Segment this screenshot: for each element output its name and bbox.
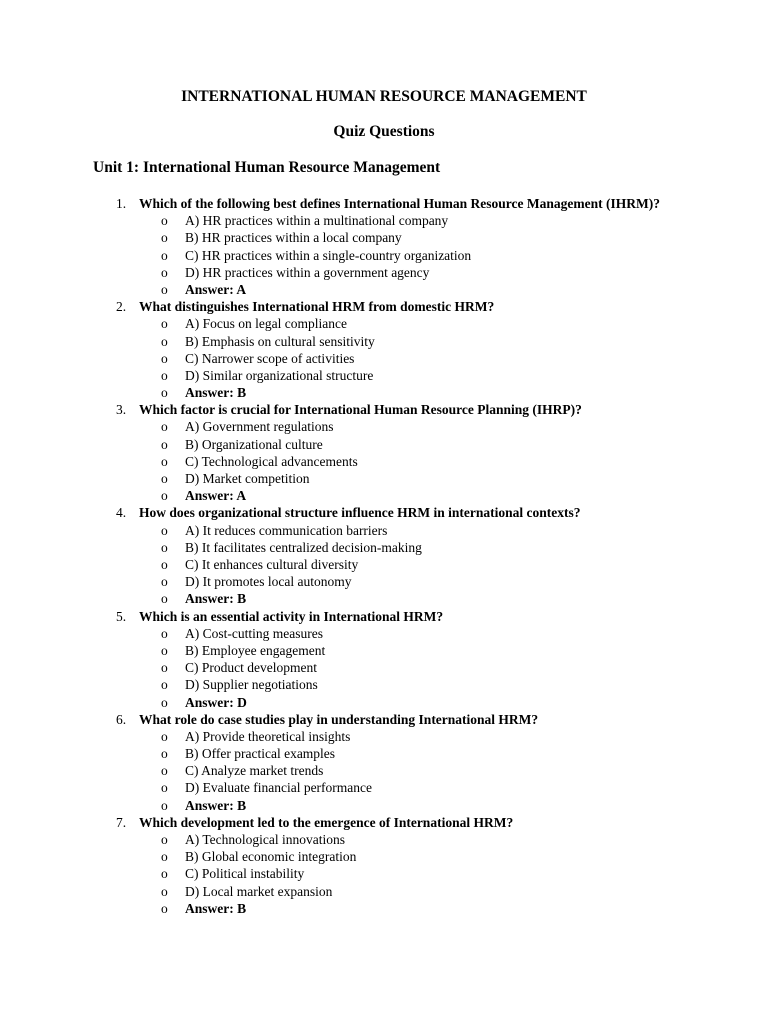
option-item bbox=[0, 333, 768, 350]
bullet-icon: o bbox=[161, 333, 168, 349]
question-number: 1. bbox=[116, 196, 127, 211]
answer-text: Answer: B bbox=[185, 385, 247, 401]
question-item bbox=[0, 298, 768, 401]
question-text: What role do case studies play in understanding International HRM? bbox=[139, 711, 539, 727]
bullet-icon: o bbox=[161, 694, 168, 710]
option-text: B) Global economic integration bbox=[185, 849, 357, 865]
bullet-icon: o bbox=[161, 728, 168, 744]
bullet-icon: o bbox=[161, 849, 168, 865]
option-text: B) Employee engagement bbox=[185, 642, 326, 658]
answer-text: Answer: A bbox=[185, 488, 247, 504]
answer-text: Answer: A bbox=[185, 281, 247, 297]
question-item bbox=[0, 608, 768, 711]
option-item bbox=[0, 436, 768, 453]
option-list bbox=[0, 728, 768, 814]
option-item bbox=[0, 522, 768, 539]
question-number: 4. bbox=[116, 505, 127, 521]
option-item bbox=[0, 470, 768, 487]
option-list bbox=[0, 212, 768, 298]
option-text: D) Local market expansion bbox=[185, 883, 333, 899]
answer-item bbox=[0, 590, 768, 607]
option-item bbox=[0, 264, 768, 281]
bullet-icon: o bbox=[161, 763, 168, 779]
question-item bbox=[0, 814, 768, 917]
option-text: C) Political instability bbox=[185, 866, 305, 882]
question-item bbox=[0, 195, 768, 298]
question-number: 6. bbox=[116, 711, 127, 727]
document-subtitle: Quiz Questions bbox=[333, 123, 435, 140]
bullet-icon: o bbox=[161, 780, 168, 796]
question-item bbox=[0, 401, 768, 504]
bullet-icon: o bbox=[161, 367, 168, 383]
question-number: 3. bbox=[116, 402, 127, 418]
option-text: D) Market competition bbox=[185, 471, 310, 487]
option-item bbox=[0, 659, 768, 676]
option-item bbox=[0, 728, 768, 745]
option-item bbox=[0, 762, 768, 779]
question-text: Which of the following best defines International Human Resource Management (IHRM)? bbox=[139, 196, 660, 211]
option-item bbox=[0, 367, 768, 384]
bullet-icon: o bbox=[161, 213, 168, 229]
option-text: B) It facilitates centralized decision-making bbox=[185, 539, 422, 555]
document-title: INTERNATIONAL HUMAN RESOURCE MANAGEMENT bbox=[181, 88, 587, 105]
option-item bbox=[0, 539, 768, 556]
bullet-icon: o bbox=[161, 797, 168, 813]
question-number: 5. bbox=[116, 608, 127, 624]
question-list bbox=[0, 195, 768, 917]
option-text: D) Supplier negotiations bbox=[185, 677, 318, 693]
bullet-icon: o bbox=[161, 385, 168, 401]
option-text: B) Organizational culture bbox=[185, 436, 323, 452]
bullet-icon: o bbox=[161, 453, 168, 469]
option-text: D) Similar organizational structure bbox=[185, 367, 374, 383]
question-text: How does organizational structure influence HRM in international contexts? bbox=[139, 505, 581, 521]
option-item bbox=[0, 212, 768, 229]
option-item bbox=[0, 779, 768, 796]
answer-item bbox=[0, 487, 768, 504]
question-item bbox=[0, 711, 768, 814]
bullet-icon: o bbox=[161, 419, 168, 435]
option-text: B) Emphasis on cultural sensitivity bbox=[185, 333, 375, 349]
option-list bbox=[0, 522, 768, 608]
option-item bbox=[0, 625, 768, 642]
option-item bbox=[0, 865, 768, 882]
question-text: Which development led to the emergence of International HRM? bbox=[139, 814, 514, 830]
option-text: A) It reduces communication barriers bbox=[185, 522, 388, 538]
option-item bbox=[0, 676, 768, 693]
option-text: C) Narrower scope of activities bbox=[185, 350, 355, 366]
option-text: A) Focus on legal compliance bbox=[185, 316, 347, 332]
option-text: C) HR practices within a single-country organization bbox=[185, 247, 472, 263]
option-list bbox=[0, 831, 768, 917]
option-item bbox=[0, 883, 768, 900]
option-item bbox=[0, 573, 768, 590]
option-text: A) Provide theoretical insights bbox=[185, 728, 351, 744]
unit-heading: Unit 1: International Human Resource Management bbox=[93, 159, 441, 176]
bullet-icon: o bbox=[161, 625, 168, 641]
option-text: C) Technological advancements bbox=[185, 453, 358, 469]
option-text: A) Government regulations bbox=[185, 419, 334, 435]
answer-item bbox=[0, 694, 768, 711]
option-item bbox=[0, 350, 768, 367]
option-list bbox=[0, 315, 768, 401]
option-text: D) It promotes local autonomy bbox=[185, 574, 352, 590]
bullet-icon: o bbox=[161, 350, 168, 366]
bullet-icon: o bbox=[161, 281, 168, 297]
option-list bbox=[0, 625, 768, 711]
bullet-icon: o bbox=[161, 557, 168, 572]
bullet-icon: o bbox=[161, 247, 168, 263]
option-text: B) HR practices within a local company bbox=[185, 230, 402, 246]
bullet-icon: o bbox=[161, 832, 168, 848]
bullet-icon: o bbox=[161, 488, 168, 504]
option-text: C) It enhances cultural diversity bbox=[185, 557, 359, 572]
bullet-icon: o bbox=[161, 574, 168, 590]
answer-text: Answer: B bbox=[185, 797, 247, 813]
option-text: A) Technological innovations bbox=[185, 832, 346, 848]
question-text: Which factor is crucial for International Human Resource Planning (IHRP)? bbox=[139, 402, 582, 418]
option-item bbox=[0, 418, 768, 435]
bullet-icon: o bbox=[161, 660, 168, 676]
option-item bbox=[0, 642, 768, 659]
question-text: What distinguishes International HRM from domestic HRM? bbox=[139, 299, 495, 315]
question-text: Which is an essential activity in International HRM? bbox=[139, 608, 444, 624]
answer-text: Answer: B bbox=[185, 591, 247, 607]
bullet-icon: o bbox=[161, 230, 168, 246]
bullet-icon: o bbox=[161, 316, 168, 332]
bullet-icon: o bbox=[161, 471, 168, 487]
answer-item bbox=[0, 281, 768, 298]
bullet-icon: o bbox=[161, 866, 168, 882]
option-item bbox=[0, 831, 768, 848]
bullet-icon: o bbox=[161, 883, 168, 899]
option-item bbox=[0, 556, 768, 573]
option-item bbox=[0, 745, 768, 762]
bullet-icon: o bbox=[161, 591, 168, 607]
bullet-icon: o bbox=[161, 539, 168, 555]
answer-item bbox=[0, 797, 768, 814]
answer-text: Answer: D bbox=[185, 694, 247, 710]
option-item bbox=[0, 848, 768, 865]
question-number: 2. bbox=[116, 299, 127, 315]
bullet-icon: o bbox=[161, 746, 168, 762]
option-text: D) Evaluate financial performance bbox=[185, 780, 373, 796]
bullet-icon: o bbox=[161, 677, 168, 693]
option-item bbox=[0, 229, 768, 246]
bullet-icon: o bbox=[161, 522, 168, 538]
option-list bbox=[0, 418, 768, 504]
option-text: B) Offer practical examples bbox=[185, 746, 336, 762]
bullet-icon: o bbox=[161, 642, 168, 658]
option-text: D) HR practices within a government agency bbox=[185, 264, 430, 280]
question-item bbox=[0, 504, 768, 607]
option-text: A) HR practices within a multinational company bbox=[185, 213, 449, 229]
option-text: A) Cost-cutting measures bbox=[185, 625, 323, 641]
answer-item bbox=[0, 900, 768, 917]
option-text: C) Analyze market trends bbox=[185, 763, 324, 779]
answer-item bbox=[0, 384, 768, 401]
bullet-icon: o bbox=[161, 900, 168, 916]
bullet-icon: o bbox=[161, 436, 168, 452]
option-item bbox=[0, 247, 768, 264]
option-item bbox=[0, 315, 768, 332]
question-number: 7. bbox=[116, 814, 127, 830]
option-text: C) Product development bbox=[185, 660, 317, 676]
answer-text: Answer: B bbox=[185, 900, 247, 916]
option-item bbox=[0, 453, 768, 470]
bullet-icon: o bbox=[161, 264, 168, 280]
